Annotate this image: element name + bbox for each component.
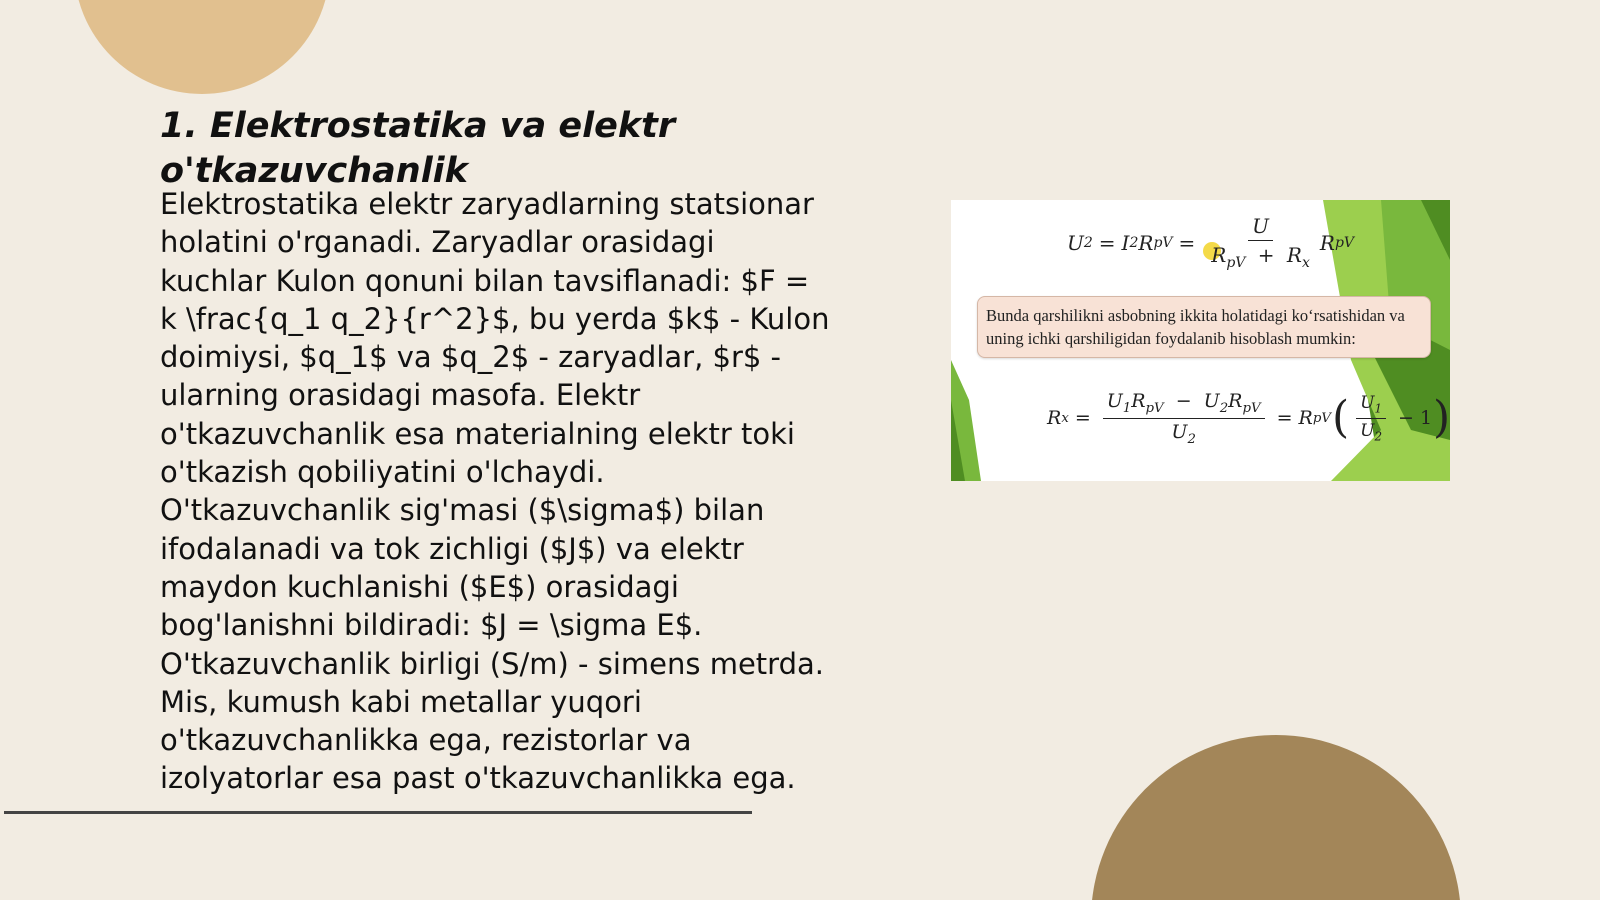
note-box: Bunda qarshilikni asbobning ikkita holatidagi ko‘rsatishidan va uning ichki qarshiligidan foydalanib hisoblash mumkin: — [977, 296, 1431, 358]
formula-voltage: U 2 = I 2 R pV = $\frac{U}{R_{pV} + R_x}$ R pV — [1067, 214, 1355, 271]
slide-title: 1. Elektrostatika va elektr o'tkazuvchanlik — [160, 106, 676, 191]
slide-body-text: Elektrostatika elektr zaryadlarning statsionar holatini o'rganadi. Zaryadlar orasidagi kuchlar Kulon qonuni bilan tavsiflanadi: $F = k \frac{q_1 q_2}{r^2}$, bu yerda $k$ - Kulon doimiysi, $q_1$ va $q_2$ - zaryadlar, $r$ - ularning orasidagi masofa. Elektr o'tkazuvchanlik esa materialning elektr toki o'tkazish qobiliyatini o'lchaydi. O'tkazuvchanlik sig'masi ($\sigma$) bilan ifodalanadi va tok zichligi ($J$) va elektr maydon kuchlanishi ($E$) orasidagi bog'lanishni bildiradi: $J = \sigma E$. O'tkazuvchanlik birligi (S/m) - simens metrda. Mis, kumush kabi metallar yuqori o'tkazuvchanlikka ega, rezistorlar va izolyatorlar esa past o'tkazuvchanlikka ega. — [160, 187, 830, 796]
decorative-circle-bottom — [1091, 735, 1461, 900]
formula-resistance: R x = $\frac{U_1R_{pV} - U_2R_{pV}}{U_2}$ = R pV ( $\frac{U_1}{U_2}$ − 1 ) — [1047, 390, 1450, 447]
divider-line — [4, 811, 752, 814]
decorative-circle-top — [74, 0, 330, 94]
formula-image — [951, 200, 1450, 481]
